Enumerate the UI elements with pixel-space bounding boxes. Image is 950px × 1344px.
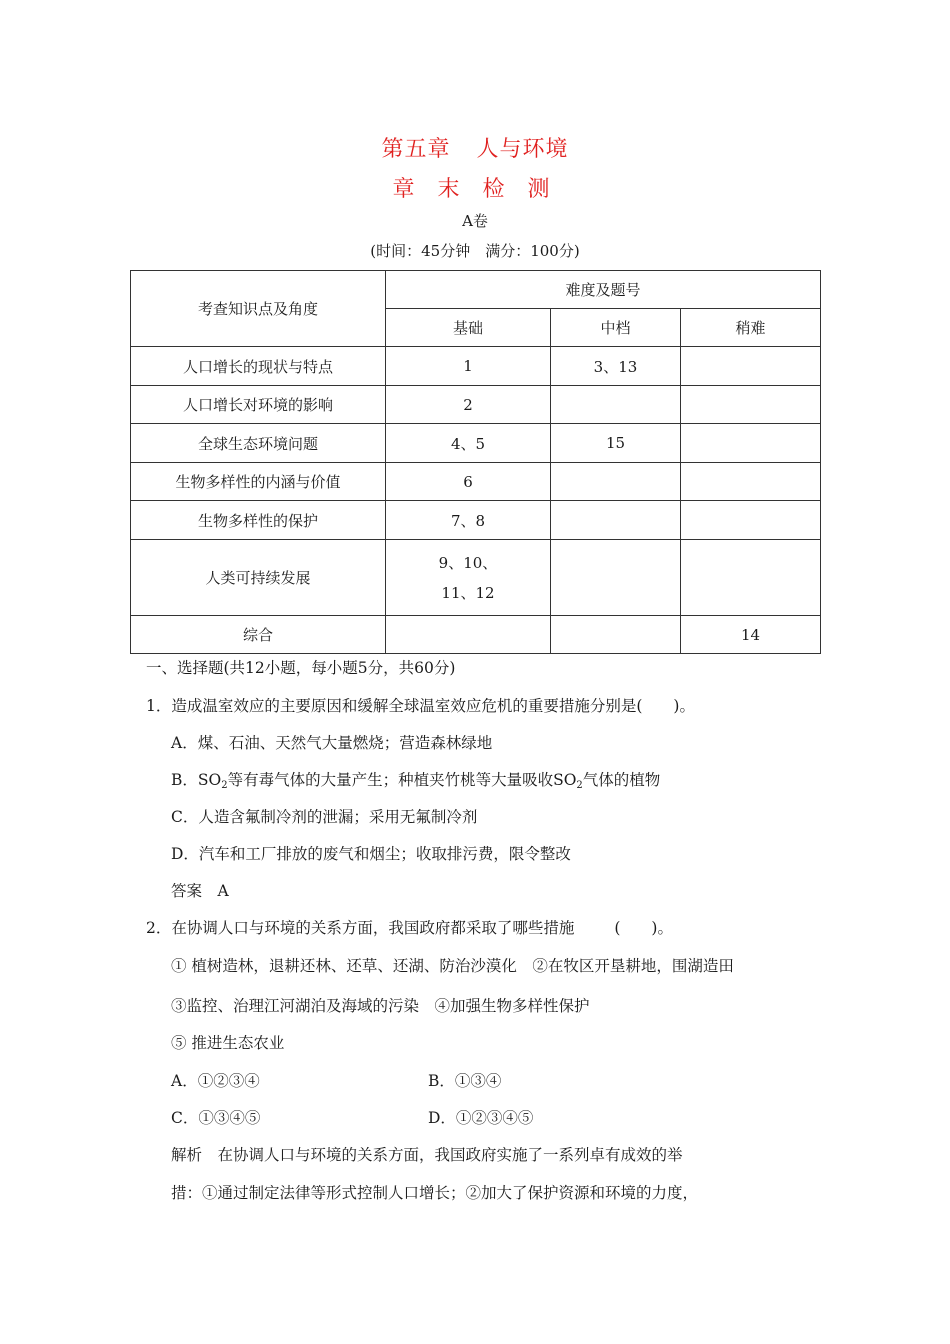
row-mid [551, 501, 681, 540]
q1-option-a: A．煤、石油、天然气大量燃烧；营造森林绿地 [171, 734, 493, 752]
table-row [131, 463, 821, 501]
row-basic-line2: 11、12 [441, 583, 495, 602]
level-hard: 稍难 [681, 309, 821, 347]
exam-meta: (时间：45分钟 满分：100分) [370, 242, 580, 260]
level-mid: 中档 [551, 309, 681, 347]
row-basic [386, 616, 551, 654]
q1-option-d: D．汽车和工厂排放的废气和烟尘；收取排污费，限令整改 [171, 845, 571, 863]
row-hard [681, 386, 821, 424]
row-basic: 6 [386, 463, 551, 501]
row-topic: 生物多样性的内涵与价值 [131, 463, 386, 501]
row-basic: 7、8 [386, 501, 551, 540]
row-hard: 14 [681, 616, 821, 654]
group-header-difficulty: 难度及题号 [386, 271, 821, 309]
row-basic: 4、5 [386, 424, 551, 463]
q2-items-2: ③监控、治理江河湖泊及海域的污染 ④加强生物多样性保护 [171, 997, 590, 1015]
row-topic: 人口增长的现状与特点 [131, 347, 386, 386]
q2-option-d: D．①②③④⑤ [428, 1109, 534, 1127]
question-2-stem: 2．在协调人口与环境的关系方面，我国政府都采取了哪些措施 ( )。 [146, 919, 673, 937]
table-row [131, 501, 821, 540]
q2-option-c: C．①③④⑤ [171, 1109, 261, 1127]
q2-items-3: ⑤ 推进生态农业 [171, 1034, 285, 1052]
q1-option-b: B．$SO_2$等有毒气体的大量产生；种植夹竹桃等大量吸收$SO_2$气体的植物 [171, 771, 661, 791]
row-topic: 生物多样性的保护 [131, 501, 386, 540]
table-row [131, 386, 821, 424]
row-topic: 人类可持续发展 [131, 540, 386, 616]
row-mid [551, 386, 681, 424]
q2-analysis-line2: 措：①通过制定法律等形式控制人口增长；②加大了保护资源和环境的力度， [171, 1184, 699, 1202]
row-basic [386, 540, 551, 616]
q2-option-b: B．①③④ [428, 1072, 502, 1090]
question-1-stem: 1．造成温室效应的主要原因和缓解全球温室效应危机的重要措施分别是( )。 [146, 697, 695, 715]
row-basic: 2 [386, 386, 551, 424]
row-mid [551, 463, 681, 501]
row-topic: 人口增长对环境的影响 [131, 386, 386, 424]
q1-option-c: C．人造含氟制冷剂的泄漏；采用无氟制冷剂 [171, 808, 478, 826]
row-hard [681, 347, 821, 386]
q1-answer: 答案 A [171, 882, 229, 900]
section-heading: 一、选择题(共12小题，每小题5分，共60分) [146, 659, 456, 677]
level-basic: 基础 [386, 309, 551, 347]
row-hard [681, 424, 821, 463]
knowledge-table [130, 270, 821, 654]
row-topic: 全球生态环境问题 [131, 424, 386, 463]
row-mid [551, 616, 681, 654]
row-mid: 15 [551, 424, 681, 463]
row-topic: 综合 [131, 616, 386, 654]
q2-option-a: A．①②③④ [171, 1072, 260, 1090]
row-hard [681, 501, 821, 540]
chapter-subtitle: 章 末 检 测 [392, 177, 558, 202]
table-row [131, 616, 821, 654]
table-row [131, 540, 821, 616]
row-hard [681, 463, 821, 501]
col-header-topic: 考查知识点及角度 [131, 271, 386, 347]
row-basic: 1 [386, 347, 551, 386]
row-hard [681, 540, 821, 616]
row-basic-line1: 9、10、 [438, 553, 498, 572]
row-mid [551, 540, 681, 616]
q2-analysis-line1: 解析 在协调人口与环境的关系方面，我国政府实施了一系列卓有成效的举 [171, 1146, 683, 1164]
row-mid: 3、13 [551, 347, 681, 386]
volume-label: A卷 [462, 212, 488, 230]
chapter-title: 第五章 人与环境 [381, 137, 569, 162]
table-row [131, 424, 821, 463]
q2-items-1: ① 植树造林，退耕还林、还草、还湖、防治沙漠化 ②在牧区开垦耕地，围湖造田 [171, 957, 734, 975]
table-row [131, 347, 821, 386]
